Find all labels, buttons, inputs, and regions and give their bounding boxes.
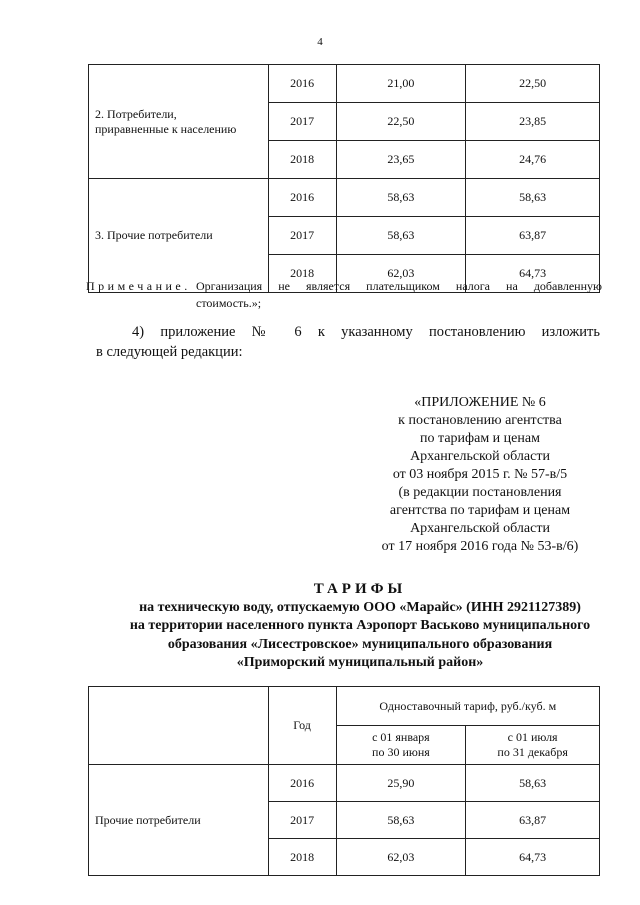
header-first-half: с 01 января по 30 июня bbox=[336, 726, 466, 765]
tariff-h2-cell: 23,85 bbox=[466, 103, 600, 141]
paragraph-line2: в следующей редакции: bbox=[96, 344, 243, 360]
tariff-h2-cell: 24,76 bbox=[466, 141, 600, 179]
header-tariff: Одноставочный тариф, руб./куб. м bbox=[336, 687, 599, 726]
tariff-h2-cell: 58,63 bbox=[466, 179, 600, 217]
header-year: Год bbox=[268, 687, 336, 765]
appendix-header: «ПРИЛОЖЕНИЕ № 6 к постановлению агентства по тарифам и ценам Архангельской области от 03 ноября 2015 г. № 57-в/5 (в редакции постановления агентства по тарифам и ценам Архангельской области от 17 ноября 2016 года № 53-в/6) bbox=[381, 395, 579, 554]
header-second-half: с 01 июля по 31 декабря bbox=[466, 726, 600, 765]
year-cell: 2017 bbox=[268, 217, 336, 255]
tariff-h1-cell: 62,03 bbox=[336, 839, 466, 876]
tariff-h1-cell: 58,63 bbox=[336, 179, 466, 217]
amendment-paragraph bbox=[96, 322, 600, 362]
note-label: Примечание. bbox=[86, 279, 191, 293]
table-row bbox=[89, 179, 600, 217]
tariff-h2-cell: 64,73 bbox=[466, 255, 600, 293]
year-cell: 2016 bbox=[268, 65, 336, 103]
tariff-h1-cell: 58,63 bbox=[336, 217, 466, 255]
tariff-table bbox=[88, 686, 600, 876]
year-cell: 2017 bbox=[268, 103, 336, 141]
paragraph-line1: 4) приложение № 6 к указанному постановлению изложить bbox=[132, 324, 600, 340]
table-row bbox=[89, 765, 600, 802]
year-cell: 2018 bbox=[268, 255, 336, 293]
tariff-h1-cell: 23,65 bbox=[336, 141, 466, 179]
tariff-h2-cell: 22,50 bbox=[466, 65, 600, 103]
table-row bbox=[89, 65, 600, 103]
note-text-line1: Организация не является плательщиком налога на добавленную bbox=[196, 279, 602, 293]
year-cell: 2018 bbox=[268, 141, 336, 179]
table-header-row bbox=[89, 687, 600, 726]
tariff-h1-cell: 25,90 bbox=[336, 765, 466, 802]
note-block bbox=[86, 278, 606, 310]
tariff-h1-cell: 22,50 bbox=[336, 103, 466, 141]
tariff-h1-cell: 62,03 bbox=[336, 255, 466, 293]
page-number: 4 bbox=[317, 36, 323, 48]
tariff-table-continued bbox=[88, 64, 600, 293]
tariff-h2-cell: 63,87 bbox=[466, 217, 600, 255]
tariffs-title: ТАРИФЫ на техническую воду, отпускаемую ООО «Марайс» (ИНН 2921127389) на территории населенного пункта Аэропорт Васьково муниципального образования «Лисестровское» муниципального образования «Приморский муниципальный район» bbox=[80, 580, 640, 673]
tariff-h1-cell: 58,63 bbox=[336, 802, 466, 839]
header-empty-cell bbox=[89, 687, 269, 765]
title-heading: ТАРИФЫ bbox=[313, 581, 407, 597]
year-cell: 2016 bbox=[268, 179, 336, 217]
consumer-group-label: 2. Потребители, приравненные к населению bbox=[89, 65, 269, 179]
tariff-h2-cell: 63,87 bbox=[466, 802, 600, 839]
year-cell: 2018 bbox=[268, 839, 336, 876]
consumer-group-label: 3. Прочие потребители bbox=[89, 179, 269, 293]
consumer-group-label: Прочие потребители bbox=[89, 765, 269, 876]
year-cell: 2017 bbox=[268, 802, 336, 839]
tariff-h1-cell: 21,00 bbox=[336, 65, 466, 103]
tariff-h2-cell: 58,63 bbox=[466, 765, 600, 802]
tariff-h2-cell: 64,73 bbox=[466, 839, 600, 876]
year-cell: 2016 bbox=[268, 765, 336, 802]
note-text-line2: стоимость.»; bbox=[196, 296, 262, 310]
